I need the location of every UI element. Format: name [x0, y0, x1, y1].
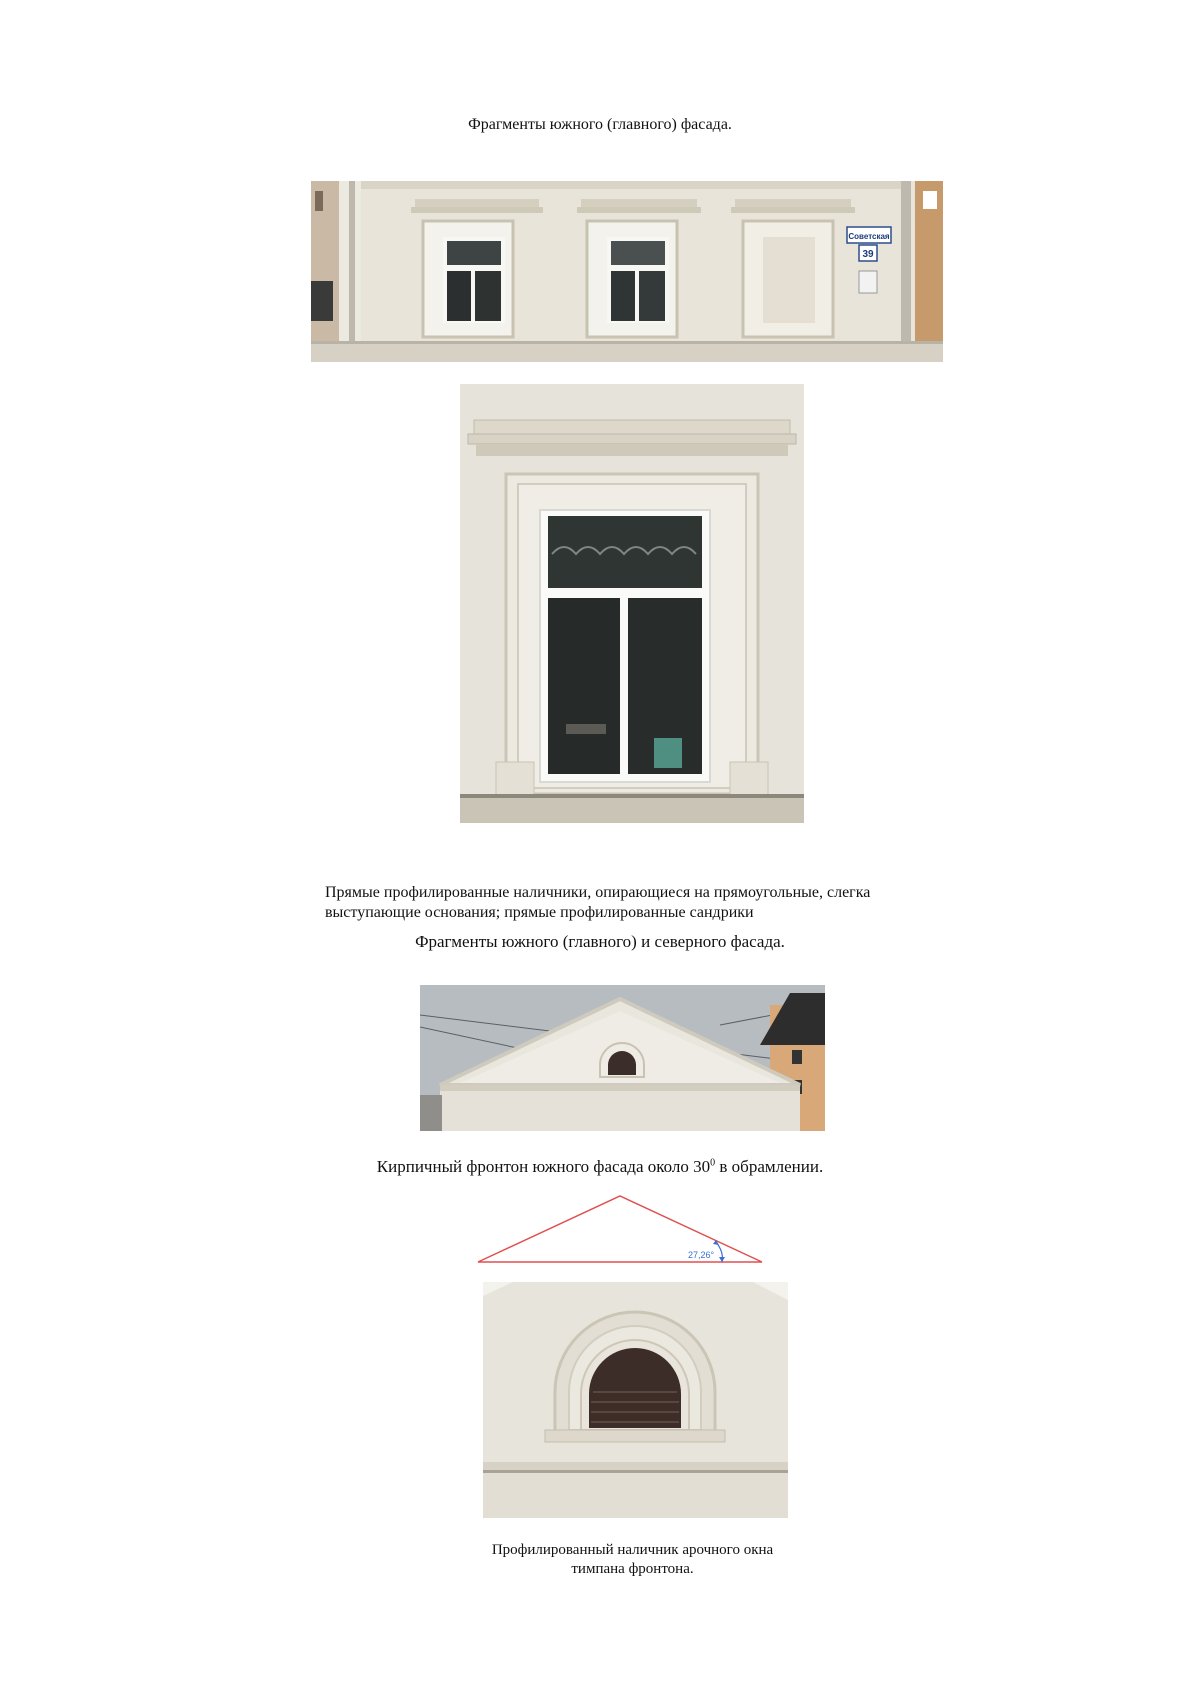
pediment-angle-diagram — [470, 1192, 770, 1268]
pediment-photo — [420, 985, 825, 1131]
window-closeup-photo — [460, 384, 804, 823]
arch-caption-line-2: тимпана фронтона. — [571, 1561, 694, 1577]
description-line-2: выступающие основания; прямые профилированные сандрики — [325, 904, 754, 921]
degree-superscript: 0 — [710, 1157, 716, 1169]
arch-caption-line-1: Профилированный наличник арочного окна — [491, 1542, 774, 1558]
street-sign-name: Советская — [848, 232, 890, 241]
pediment-caption-text: Кирпичный фронтон южного фасада около 30 — [376, 1157, 711, 1176]
angle-label: 27,26° — [688, 1250, 715, 1260]
facade-panorama-photo — [311, 181, 943, 362]
description-line-1: Прямые профилированные наличники, опирающиеся на прямоугольные, слегка — [325, 884, 871, 901]
section-title-south-north-facade: Фрагменты южного (главного) и северного фасада. — [415, 932, 785, 951]
arch-window-photo — [483, 1282, 788, 1518]
street-sign-number: 39 — [862, 249, 874, 260]
pediment-caption-text-end: в обрамлении. — [715, 1157, 824, 1176]
pediment-caption — [0, 1157, 1200, 1177]
section-title-south-facade: Фрагменты южного (главного) фасада. — [468, 116, 732, 133]
